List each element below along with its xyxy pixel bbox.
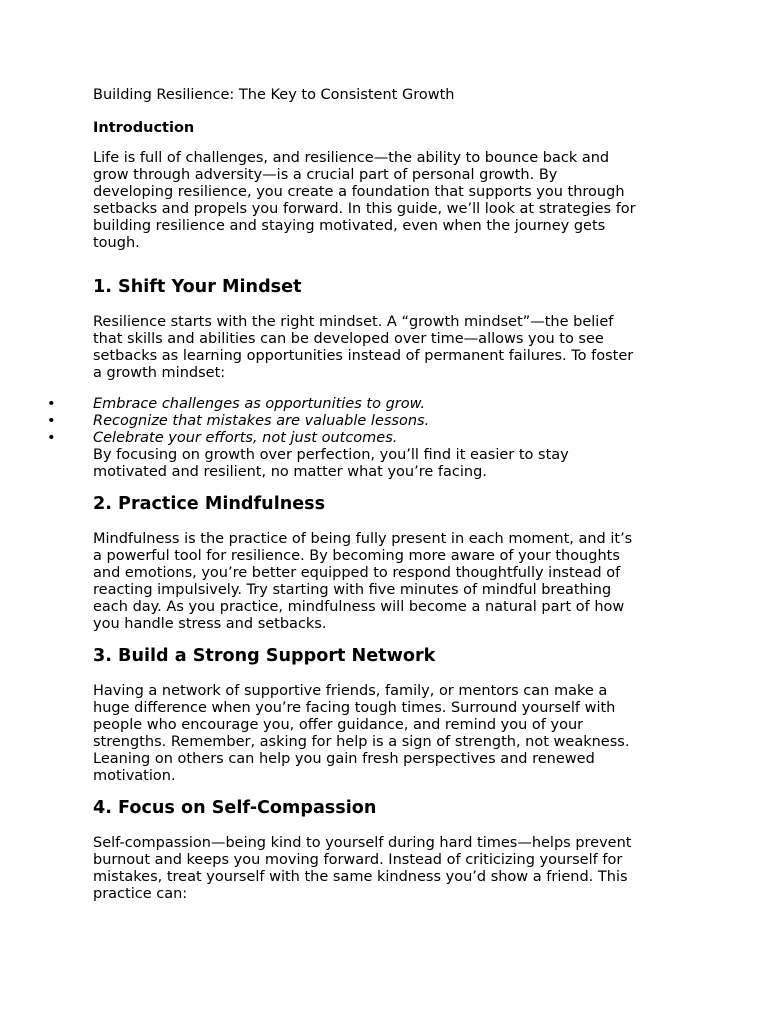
bullet-dot: • xyxy=(47,396,56,412)
intro-paragraph: Life is full of challenges, and resilience—the ability to bounce back and grow through adversity—is a crucial part of personal growth. By developing resilience, you create a foundation that supports you through setbacks and propels you forward. In this guide, we’ll look at strategies for building resilience and staying motivated, even when the journey gets tough. xyxy=(93,150,636,251)
bullet-dot: • xyxy=(47,413,56,429)
bullet-text: Recognize that mistakes are valuable lessons. xyxy=(93,413,430,429)
section-1-heading: 1. Shift Your Mindset xyxy=(93,277,302,297)
bullet-text: Celebrate your efforts, not just outcomes. xyxy=(93,430,398,446)
bullet-dot: • xyxy=(47,430,56,446)
section-3-paragraph: Having a network of supportive friends, family, or mentors can make a huge difference when you’re facing tough times. Surround yourself with people who encourage you, offer guidance, and remind you of your strengths. Remember, asking for help is a sign of strength, not weakness. Leaning on others can help you gain fresh perspectives and renewed motivation. xyxy=(93,683,630,784)
section-2-paragraph: Mindfulness is the practice of being fully present in each moment, and it’s a powerful tool for resilience. By becoming more aware of your thoughts and emotions, you’re better equipped to respond thoughtfully instead of reacting impulsively. Try starting with five minutes of mindful breathing each day. As you practice, mindfulness will become a natural part of how you handle stress and setbacks. xyxy=(93,531,633,632)
section-4-heading: 4. Focus on Self-Compassion xyxy=(93,798,377,818)
document-page xyxy=(47,86,683,903)
intro-heading: Introduction xyxy=(93,120,195,136)
document-title: Building Resilience: The Key to Consistent Growth xyxy=(93,87,455,103)
section-3-heading: 3. Build a Strong Support Network xyxy=(93,646,436,666)
section-1-bullet-list xyxy=(47,396,683,447)
bullet-item xyxy=(47,430,683,447)
section-1-paragraph: Resilience starts with the right mindset. A “growth mindset”—the belief that skills and abilities can be developed over time—allows you to see setbacks as learning opportunities instead of permanent failures. To foster a growth mindset: xyxy=(93,314,634,381)
section-4-paragraph: Self-compassion—being kind to yourself during hard times—helps prevent burnout and keeps you moving forward. Instead of criticizing yourself for mistakes, treat yourself with the same kindness you’d show a friend. This practice can: xyxy=(93,835,632,902)
section-2-heading: 2. Practice Mindfulness xyxy=(93,494,326,514)
bullet-item xyxy=(47,396,683,413)
bullet-item xyxy=(47,413,683,430)
bullet-text: Embrace challenges as opportunities to grow. xyxy=(93,396,426,412)
section-1-closing-paragraph: By focusing on growth over perfection, you’ll find it easier to stay motivated and resilient, no matter what you’re facing. xyxy=(93,447,569,480)
